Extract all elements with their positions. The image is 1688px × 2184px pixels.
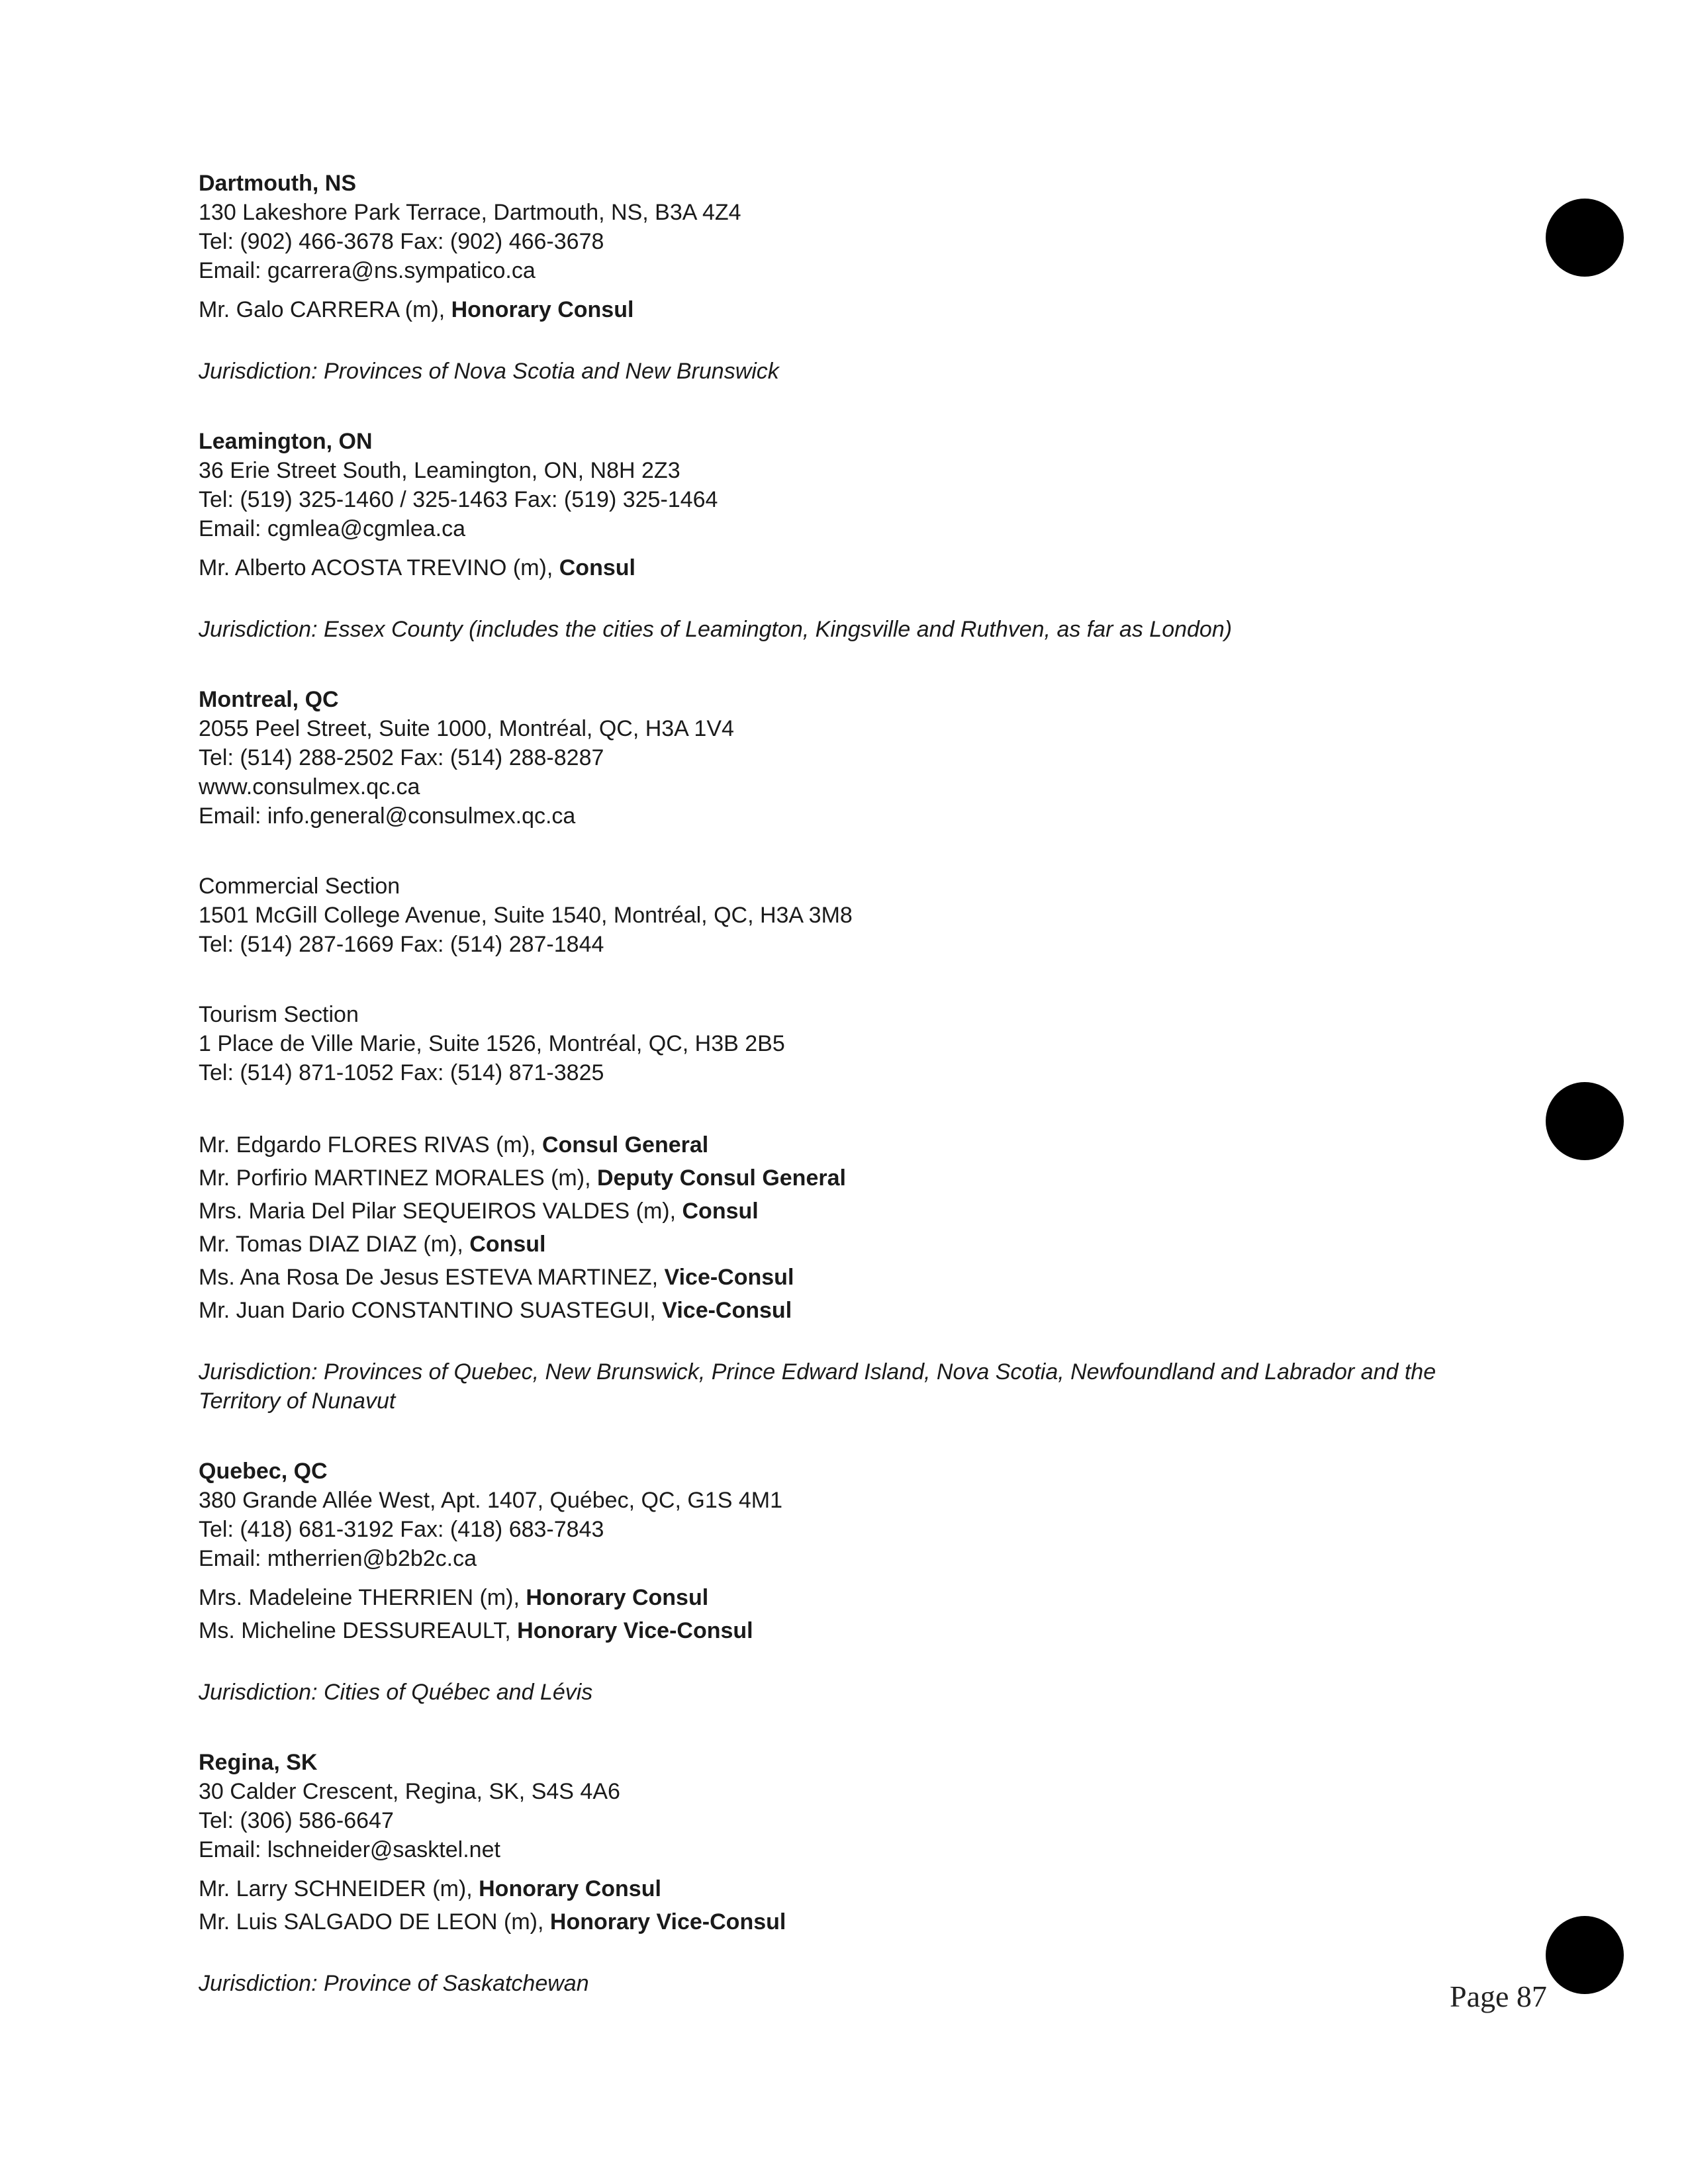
phone-line: Tel: (514) 288-2502 Fax: (514) 288-8287 — [199, 745, 604, 770]
section-quebec — [199, 1457, 1523, 1707]
section-heading: Dartmouth, NS — [199, 171, 356, 196]
section-regina — [199, 1748, 1523, 1998]
person-name: Mr. Juan Dario CONSTANTINO SUASTEGUI, — [199, 1298, 663, 1323]
person-entry — [199, 1261, 1523, 1294]
person-name: Mr. Edgardo FLORES RIVAS (m), — [199, 1132, 542, 1158]
phone-line: Tel: (306) 586-6647 — [199, 1808, 394, 1833]
person-entry — [199, 293, 1523, 326]
commercial-section-label: Commercial Section — [199, 874, 400, 899]
phone-line: Tel: (519) 325-1460 / 325-1463 Fax: (519) 325-1464 — [199, 487, 718, 512]
address-line: 1 Place de Ville Marie, Suite 1526, Montréal, QC, H3B 2B5 — [199, 1031, 785, 1056]
person-name: Mr. Luis SALGADO DE LEON (m), — [199, 1909, 550, 1934]
page-number: Page 87 — [1450, 1979, 1547, 2013]
person-entry — [199, 551, 1523, 584]
email-line: Email: lschneider@sasktel.net — [199, 1837, 500, 1862]
jurisdiction-note: Jurisdiction: Provinces of Quebec, New Brunswick, Prince Edward Island, Nova Scotia, Newfoundland and Labrador and the Territory of Nunavut — [199, 1359, 1436, 1414]
jurisdiction-note: Jurisdiction: Provinces of Nova Scotia and New Brunswick — [199, 359, 779, 384]
address-line: 1501 McGill College Avenue, Suite 1540, Montréal, QC, H3A 3M8 — [199, 903, 853, 928]
person-entry — [199, 1128, 1523, 1161]
person-name: Mr. Alberto ACOSTA TREVINO (m), — [199, 555, 559, 580]
person-entry — [199, 1614, 1523, 1647]
person-name: Mr. Tomas DIAZ DIAZ (m), — [199, 1232, 470, 1257]
address-line: 36 Erie Street South, Leamington, ON, N8H 2Z3 — [199, 458, 680, 483]
address-line: 2055 Peel Street, Suite 1000, Montréal, QC, H3A 1V4 — [199, 716, 734, 741]
email-line: Email: info.general@consulmex.qc.ca — [199, 803, 576, 829]
person-title: Consul — [559, 555, 635, 580]
address-line: 380 Grande Allée West, Apt. 1407, Québec, QC, G1S 4M1 — [199, 1488, 782, 1513]
email-line: Email: gcarrera@ns.sympatico.ca — [199, 258, 536, 283]
person-title: Consul — [469, 1232, 546, 1257]
punch-hole-middle — [1546, 1082, 1624, 1160]
person-entry — [199, 1294, 1523, 1327]
document-body — [199, 169, 1523, 1998]
email-line: Email: cgmlea@cgmlea.ca — [199, 516, 465, 541]
person-entry — [199, 1161, 1523, 1195]
jurisdiction-note: Jurisdiction: Essex County (includes the cities of Leamington, Kingsville and Ruthven, as far as London) — [199, 617, 1233, 642]
person-entry — [199, 1872, 1523, 1905]
section-dartmouth — [199, 169, 1523, 386]
punch-hole-bottom — [1546, 1916, 1624, 1994]
person-name: Mr. Porfirio MARTINEZ MORALES (m), — [199, 1165, 597, 1191]
punch-hole-top — [1546, 199, 1624, 277]
jurisdiction-note: Jurisdiction: Cities of Québec and Lévis — [199, 1680, 593, 1705]
person-title: Honorary Consul — [479, 1876, 661, 1901]
section-heading: Montreal, QC — [199, 687, 339, 712]
person-title: Consul General — [541, 1132, 709, 1158]
person-entry — [199, 1905, 1523, 1938]
person-title: Honorary Consul — [526, 1585, 709, 1610]
phone-line: Tel: (418) 681-3192 Fax: (418) 683-7843 — [199, 1517, 604, 1542]
person-title: Vice-Consul — [664, 1265, 794, 1290]
person-name: Mrs. Madeleine THERRIEN (m), — [199, 1585, 526, 1610]
phone-line: Tel: (514) 871-1052 Fax: (514) 871-3825 — [199, 1060, 604, 1085]
person-entry — [199, 1195, 1523, 1228]
person-name: Ms. Micheline DESSUREAULT, — [199, 1618, 518, 1643]
address-line: 30 Calder Crescent, Regina, SK, S4S 4A6 — [199, 1779, 620, 1804]
section-leamington — [199, 427, 1523, 644]
section-heading: Leamington, ON — [199, 429, 373, 454]
phone-line: Tel: (902) 466-3678 Fax: (902) 466-3678 — [199, 229, 604, 254]
person-name: Mrs. Maria Del Pilar SEQUEIROS VALDES (m), — [199, 1199, 682, 1224]
person-entry — [199, 1581, 1523, 1614]
person-name: Ms. Ana Rosa De Jesus ESTEVA MARTINEZ, — [199, 1265, 665, 1290]
person-title: Honorary Consul — [451, 297, 634, 322]
phone-line: Tel: (514) 287-1669 Fax: (514) 287-1844 — [199, 932, 604, 957]
person-name: Mr. Larry SCHNEIDER (m), — [199, 1876, 479, 1901]
address-line: 130 Lakeshore Park Terrace, Dartmouth, NS, B3A 4Z4 — [199, 200, 741, 225]
person-entry — [199, 1228, 1523, 1261]
person-title: Honorary Vice-Consul — [549, 1909, 786, 1934]
section-heading: Regina, SK — [199, 1750, 318, 1775]
person-title: Consul — [682, 1199, 759, 1224]
person-name: Mr. Galo CARRERA (m), — [199, 297, 451, 322]
person-title: Vice-Consul — [662, 1298, 792, 1323]
section-heading: Quebec, QC — [199, 1459, 328, 1484]
email-line: Email: mtherrien@b2b2c.ca — [199, 1546, 477, 1571]
tourism-section-label: Tourism Section — [199, 1002, 359, 1027]
jurisdiction-note: Jurisdiction: Province of Saskatchewan — [199, 1971, 589, 1996]
person-title: Honorary Vice-Consul — [517, 1618, 753, 1643]
section-montreal — [199, 685, 1523, 1416]
website-line: www.consulmex.qc.ca — [199, 774, 420, 799]
person-title: Deputy Consul General — [596, 1165, 846, 1191]
